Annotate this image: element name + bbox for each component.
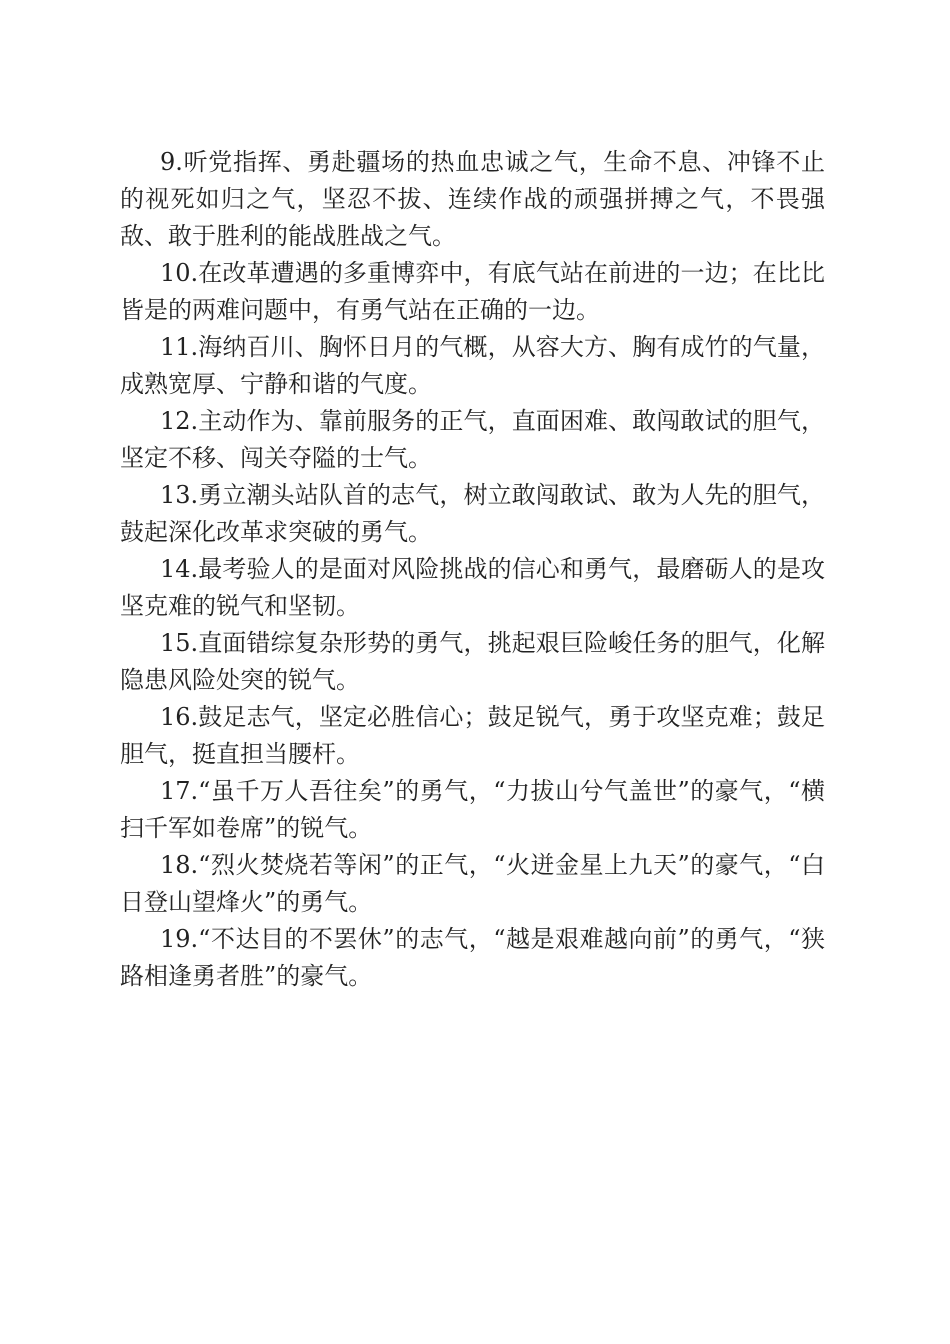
paragraph-16 bbox=[120, 699, 825, 773]
paragraph-number: 16. bbox=[160, 703, 199, 731]
paragraph-15 bbox=[120, 625, 825, 699]
paragraph-17 bbox=[120, 773, 825, 847]
paragraph-number: 15. bbox=[160, 629, 199, 657]
paragraph-18 bbox=[120, 847, 825, 921]
paragraph-9 bbox=[120, 144, 825, 255]
paragraph-14 bbox=[120, 551, 825, 625]
paragraph-number: 14. bbox=[160, 555, 199, 583]
paragraph-number: 12. bbox=[160, 407, 199, 435]
paragraph-text: 听党指挥、勇赴疆场的热血忠诚之气，生命不息、冲锋不止的视死如归之气，坚忍不拔、连续作战的顽强拼搏之气，不畏强敌、敢于胜利的能战胜战之气。 bbox=[120, 148, 825, 250]
paragraph-number: 11. bbox=[160, 333, 199, 361]
paragraph-10 bbox=[120, 255, 825, 329]
paragraph-number: 9. bbox=[160, 148, 183, 176]
paragraph-12 bbox=[120, 403, 825, 477]
paragraph-text: 在改革遭遇的多重博弈中，有底气站在前进的一边；在比比皆是的两难问题中，有勇气站在正确的一边。 bbox=[120, 259, 825, 324]
paragraph-text: “烈火焚烧若等闲”的正气，“火迸金星上九天”的豪气，“白日登山望烽火”的勇气。 bbox=[120, 851, 825, 916]
paragraph-text: “不达目的不罢休”的志气，“越是艰难越向前”的勇气，“狭路相逢勇者胜”的豪气。 bbox=[120, 925, 825, 990]
paragraph-19 bbox=[120, 921, 825, 995]
paragraph-text: 最考验人的是面对风险挑战的信心和勇气，最磨砺人的是攻坚克难的锐气和坚韧。 bbox=[120, 555, 825, 620]
paragraph-text: 主动作为、靠前服务的正气，直面困难、敢闯敢试的胆气，坚定不移、闯关夺隘的士气。 bbox=[120, 407, 825, 472]
paragraph-text: 勇立潮头站队首的志气，树立敢闯敢试、敢为人先的胆气，鼓起深化改革求突破的勇气。 bbox=[120, 481, 825, 546]
document-body bbox=[120, 144, 825, 995]
paragraph-number: 10. bbox=[160, 259, 199, 287]
paragraph-number: 19. bbox=[160, 925, 199, 953]
paragraph-text: 直面错综复杂形势的勇气，挑起艰巨险峻任务的胆气，化解隐患风险处突的锐气。 bbox=[120, 629, 825, 694]
paragraph-text: “虽千万人吾往矣”的勇气，“力拔山兮气盖世”的豪气，“横扫千军如卷席”的锐气。 bbox=[120, 777, 825, 842]
paragraph-number: 17. bbox=[160, 777, 199, 805]
paragraph-number: 18. bbox=[160, 851, 199, 879]
paragraph-number: 13. bbox=[160, 481, 199, 509]
paragraph-text: 海纳百川、胸怀日月的气概，从容大方、胸有成竹的气量，成熟宽厚、宁静和谐的气度。 bbox=[120, 333, 825, 398]
paragraph-text: 鼓足志气，坚定必胜信心；鼓足锐气，勇于攻坚克难；鼓足胆气，挺直担当腰杆。 bbox=[120, 703, 825, 768]
paragraph-11 bbox=[120, 329, 825, 403]
paragraph-13 bbox=[120, 477, 825, 551]
